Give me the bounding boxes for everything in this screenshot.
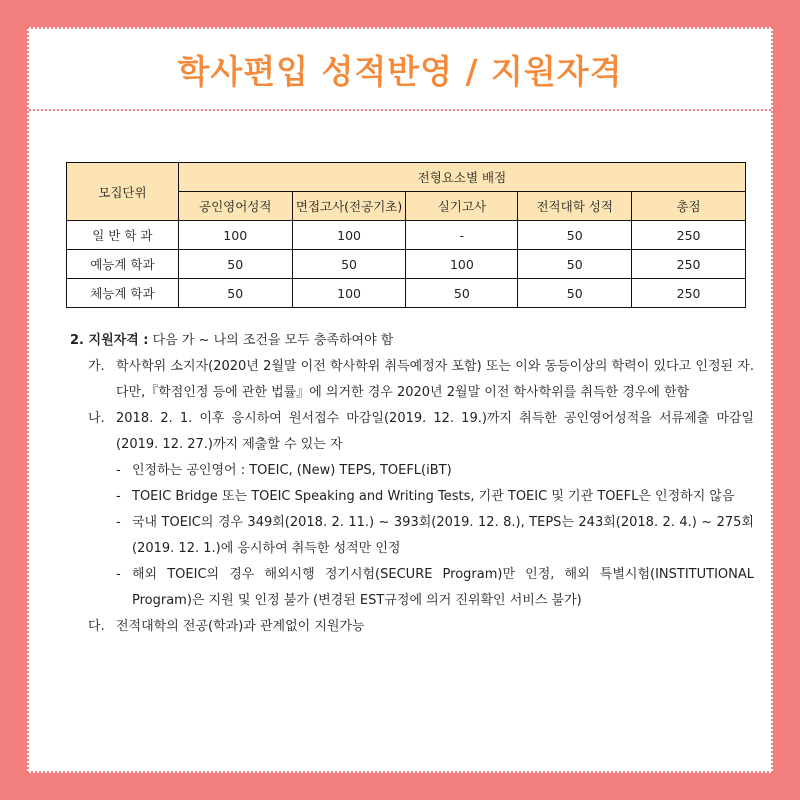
sub-marker: - [116, 567, 121, 582]
header-group: 전형요소별 배점 [178, 163, 745, 192]
row-unit: 체능계 학과 [67, 279, 179, 308]
list-item [88, 406, 754, 458]
item-marker: 가. [88, 359, 105, 374]
sub-item [116, 562, 754, 614]
table-cell: 250 [632, 250, 746, 279]
table-row [67, 250, 746, 279]
sub-text: 국내 TOEIC의 경우 349회(2018. 2. 11.) ~ 393회(2019. 12. 8.), TEPS는 243회(2018. 2. 4.) ~ 275회 (2019. 12. 1.)에 응시하여 취득한 성적만 인정 [132, 515, 754, 556]
table-cell: 50 [292, 250, 406, 279]
table-cell: 100 [178, 221, 292, 250]
table-cell: 50 [518, 250, 632, 279]
list-item [88, 614, 754, 640]
eligibility-section [64, 328, 754, 640]
header-col-prior-grade: 전적대학 성적 [518, 192, 632, 221]
table-cell: 100 [292, 279, 406, 308]
item-text: 2018. 2. 1. 이후 응시하여 원서접수 마감일(2019. 12. 19.)까지 취득한 공인영어성적을 서류제출 마감일(2019. 12. 27.)까지 제출할 수 있는 자 [116, 411, 754, 452]
item-marker: 다. [88, 619, 105, 634]
sub-text: TOEIC Bridge 또는 TOEIC Speaking and Writing Tests, 기관 TOEIC 및 기관 TOEFL은 인정하지 않음 [132, 489, 735, 504]
table-cell: 50 [178, 250, 292, 279]
item-marker: 나. [88, 411, 105, 426]
sub-item [116, 458, 754, 484]
table-cell: 250 [632, 221, 746, 250]
sub-text: 인정하는 공인영어 : TOEIC, (New) TEPS, TOEFL(iBT) [132, 463, 452, 478]
table-cell: 100 [292, 221, 406, 250]
row-unit: 일 반 학 과 [67, 221, 179, 250]
header-col-english: 공인영어성적 [178, 192, 292, 221]
section-heading [70, 328, 754, 354]
item-text: 학사학위 소지자(2020년 2월말 이전 학사학위 취득예정자 포함) 또는 이와 동등이상의 학력이 있다고 인정된 자. 다만,『학점인정 등에 관한 법률』에 의거한 경우 2020년 2월말 이전 학사학위를 취득한 경우에 한함 [116, 359, 754, 400]
sub-marker: - [116, 489, 121, 504]
sub-marker: - [116, 463, 121, 478]
document-card [27, 27, 773, 773]
item-text: 전적대학의 전공(학과)과 관계없이 지원가능 [116, 619, 365, 634]
sub-item [116, 484, 754, 510]
header-col-interview: 면접고사(전공기초) [292, 192, 406, 221]
header-banner [29, 29, 771, 111]
table-cell: 100 [406, 250, 518, 279]
sub-marker: - [116, 515, 121, 530]
sub-text: 해외 TOEIC의 경우 해외시행 정기시험(SECURE Program)만 인정, 해외 특별시험(INSTITUTIONAL Program)은 지원 및 인정 불가 (변경된 EST규정에 의거 진위확인 서비스 불가) [132, 567, 754, 608]
table-cell: - [406, 221, 518, 250]
header-col-total: 총점 [632, 192, 746, 221]
table-row [67, 221, 746, 250]
table-cell: 250 [632, 279, 746, 308]
table-cell: 50 [518, 221, 632, 250]
score-table [66, 162, 746, 308]
list-item [88, 354, 754, 406]
table-row [67, 279, 746, 308]
sub-item [116, 510, 754, 562]
section-heading-text: 다음 가 ~ 나의 조건을 모두 충족하여야 함 [148, 333, 394, 348]
row-unit: 예능계 학과 [67, 250, 179, 279]
content-area [64, 162, 754, 640]
header-unit: 모집단위 [67, 163, 179, 221]
table-cell: 50 [178, 279, 292, 308]
page-title: 학사편입 성적반영 / 지원자격 [177, 51, 623, 91]
table-cell: 50 [518, 279, 632, 308]
header-col-practical: 실기고사 [406, 192, 518, 221]
table-cell: 50 [406, 279, 518, 308]
section-heading-label: 2. 지원자격 : [70, 333, 149, 348]
